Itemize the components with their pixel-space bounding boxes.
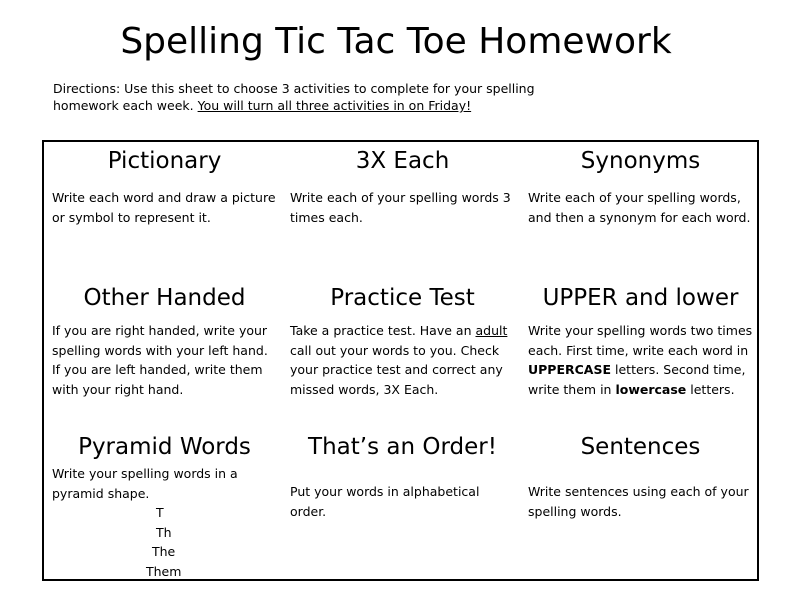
cell-pictionary <box>46 146 283 227</box>
cell-sentences <box>522 432 759 521</box>
cell-heading: Practice Test <box>330 285 475 311</box>
body-bold: UPPERCASE <box>528 362 612 377</box>
pyramid-line: The <box>152 544 176 559</box>
cell-heading: UPPER and lower <box>542 285 739 311</box>
body-text: letters. Second time, write them in <box>528 362 746 397</box>
pyramid-line: Th <box>156 524 172 540</box>
cell-thats-an-order <box>284 432 521 521</box>
cell-pyramid-words <box>46 432 283 581</box>
cell-body: Put your words in alphabetical order. <box>290 484 480 519</box>
cell-heading: Pyramid Words <box>78 434 251 460</box>
tic-tac-toe-board <box>42 140 759 581</box>
cell-body <box>290 321 515 399</box>
cell-heading: That’s an Order! <box>308 434 497 460</box>
body-text: Write your spelling words two times each. First time, write each word in <box>528 323 753 358</box>
pyramid-line: T <box>156 505 164 520</box>
cell-body: Write each of your spelling words 3 times each. <box>290 190 511 225</box>
cell-upper-and-lower <box>522 283 759 399</box>
body-bold: lowercase <box>615 381 687 397</box>
cell-practice-test <box>284 283 521 399</box>
cell-synonyms <box>522 146 759 227</box>
pyramid-line: Them <box>146 563 182 579</box>
cell-heading: Other Handed <box>83 285 246 311</box>
cell-body: Write sentences using each of your spelling words. <box>528 484 749 519</box>
cell-body: If you are right handed, write your spelling words with your left hand. If you are left handed, write them with your right hand. <box>52 323 268 397</box>
cell-heading: 3X Each <box>355 148 450 174</box>
body-text: call out your words to you. Check your practice test and correct any missed words, 3X Each. <box>290 342 503 397</box>
body-underlined: adult <box>475 323 508 338</box>
cell-body: Write each word and draw a picture or symbol to represent it. <box>52 190 276 225</box>
cell-heading: Sentences <box>580 434 701 460</box>
page-title: Spelling Tic Tac Toe Homework <box>120 21 672 62</box>
directions <box>53 80 573 114</box>
cell-body <box>528 321 753 399</box>
body-text: letters. <box>690 381 735 397</box>
body-text: Take a practice test. Have an <box>290 323 472 338</box>
cell-3x-each <box>284 146 521 227</box>
cell-body: Write each of your spelling words, and then a synonym for each word. <box>528 190 751 225</box>
cell-other-handed <box>46 283 283 399</box>
directions-text: Directions: Use this sheet to choose 3 activities to complete for your spelling homework each week. <box>53 81 535 113</box>
cell-heading: Synonyms <box>580 148 701 174</box>
cell-heading: Pictionary <box>107 148 222 174</box>
directions-underlined: You will turn all three activities in on Friday! <box>197 98 472 113</box>
cell-body: Write your spelling words in a pyramid shape. <box>52 466 238 501</box>
